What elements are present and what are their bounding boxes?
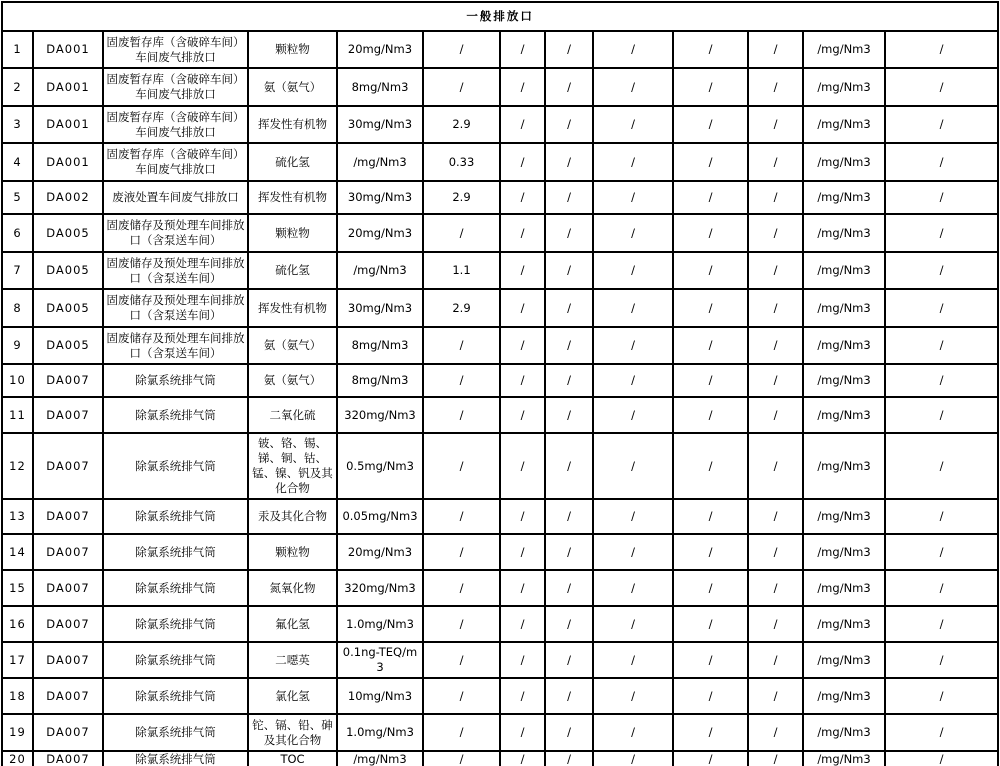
cell-outlet-name: 除氯系统排气筒 <box>103 751 248 766</box>
cell-row-number: 20 <box>2 751 33 766</box>
cell-unit-value: /mg/Nm3 <box>803 327 885 364</box>
cell-value-4: / <box>673 31 748 68</box>
cell-value-2: / <box>545 570 593 606</box>
cell-limit-value: 20mg/Nm3 <box>337 534 423 570</box>
cell-limit-value: 30mg/Nm3 <box>337 106 423 143</box>
cell-value-6: / <box>885 31 998 68</box>
cell-value-3: / <box>593 751 673 766</box>
cell-value-3: / <box>593 606 673 642</box>
cell-value-2: / <box>545 181 593 214</box>
cell-value-1: / <box>500 68 545 106</box>
cell-value-4: / <box>673 534 748 570</box>
cell-measured-value: / <box>423 642 500 678</box>
cell-value-4: / <box>673 327 748 364</box>
cell-measured-value: / <box>423 534 500 570</box>
emissions-table-body <box>2 31 998 766</box>
cell-value-6: / <box>885 642 998 678</box>
cell-unit-value: /mg/Nm3 <box>803 570 885 606</box>
cell-value-3: / <box>593 642 673 678</box>
cell-value-2: / <box>545 606 593 642</box>
cell-value-5: / <box>748 327 803 364</box>
cell-measured-value: 2.9 <box>423 289 500 327</box>
cell-outlet-name: 固废储存及预处理车间排放口（含泵送车间） <box>103 252 248 289</box>
cell-row-number: 19 <box>2 714 33 751</box>
cell-value-3: / <box>593 181 673 214</box>
cell-value-2: / <box>545 289 593 327</box>
cell-unit-value: /mg/Nm3 <box>803 499 885 534</box>
cell-value-3: / <box>593 534 673 570</box>
table-row <box>2 106 998 143</box>
table-row <box>2 327 998 364</box>
cell-value-5: / <box>748 106 803 143</box>
cell-outlet-code: DA007 <box>33 534 103 570</box>
cell-outlet-name: 固废暂存库（含破碎车间）车间废气排放口 <box>103 68 248 106</box>
cell-value-4: / <box>673 106 748 143</box>
table-row <box>2 364 998 397</box>
cell-outlet-name: 固废暂存库（含破碎车间）车间废气排放口 <box>103 106 248 143</box>
cell-value-4: / <box>673 433 748 499</box>
cell-value-6: / <box>885 181 998 214</box>
cell-row-number: 2 <box>2 68 33 106</box>
cell-value-4: / <box>673 499 748 534</box>
cell-pollutant-name: 氨（氨气） <box>248 364 337 397</box>
cell-value-3: / <box>593 714 673 751</box>
cell-value-5: / <box>748 570 803 606</box>
cell-value-2: / <box>545 214 593 252</box>
cell-limit-value: 8mg/Nm3 <box>337 327 423 364</box>
table-row <box>2 714 998 751</box>
cell-pollutant-name: 颗粒物 <box>248 214 337 252</box>
cell-outlet-name: 除氯系统排气筒 <box>103 678 248 714</box>
table-title: 一般排放口 <box>2 2 998 31</box>
cell-measured-value: / <box>423 214 500 252</box>
cell-value-2: / <box>545 364 593 397</box>
cell-row-number: 17 <box>2 642 33 678</box>
cell-value-6: / <box>885 252 998 289</box>
cell-outlet-code: DA005 <box>33 289 103 327</box>
cell-value-6: / <box>885 397 998 433</box>
cell-pollutant-name: 氨（氨气） <box>248 327 337 364</box>
cell-outlet-name: 除氯系统排气筒 <box>103 397 248 433</box>
cell-value-3: / <box>593 252 673 289</box>
cell-value-5: / <box>748 606 803 642</box>
cell-measured-value: / <box>423 714 500 751</box>
cell-limit-value: 0.05mg/Nm3 <box>337 499 423 534</box>
cell-outlet-code: DA001 <box>33 31 103 68</box>
cell-value-2: / <box>545 143 593 181</box>
cell-value-5: / <box>748 181 803 214</box>
cell-outlet-code: DA007 <box>33 499 103 534</box>
cell-outlet-code: DA007 <box>33 642 103 678</box>
cell-value-4: / <box>673 143 748 181</box>
cell-value-3: / <box>593 570 673 606</box>
cell-value-6: / <box>885 678 998 714</box>
cell-value-4: / <box>673 364 748 397</box>
cell-value-6: / <box>885 499 998 534</box>
cell-limit-value: /mg/Nm3 <box>337 751 423 766</box>
cell-limit-value: 8mg/Nm3 <box>337 364 423 397</box>
cell-unit-value: /mg/Nm3 <box>803 68 885 106</box>
cell-value-2: / <box>545 678 593 714</box>
cell-limit-value: 1.0mg/Nm3 <box>337 606 423 642</box>
cell-unit-value: /mg/Nm3 <box>803 252 885 289</box>
cell-outlet-name: 固废储存及预处理车间排放口（含泵送车间） <box>103 214 248 252</box>
cell-value-4: / <box>673 714 748 751</box>
cell-value-5: / <box>748 31 803 68</box>
cell-row-number: 9 <box>2 327 33 364</box>
cell-unit-value: /mg/Nm3 <box>803 31 885 68</box>
cell-value-1: / <box>500 499 545 534</box>
cell-value-5: / <box>748 678 803 714</box>
cell-value-2: / <box>545 714 593 751</box>
cell-row-number: 13 <box>2 499 33 534</box>
cell-value-6: / <box>885 327 998 364</box>
cell-outlet-code: DA001 <box>33 143 103 181</box>
cell-row-number: 16 <box>2 606 33 642</box>
cell-measured-value: / <box>423 606 500 642</box>
cell-value-3: / <box>593 364 673 397</box>
cell-value-2: / <box>545 68 593 106</box>
cell-outlet-name: 除氯系统排气筒 <box>103 642 248 678</box>
cell-pollutant-name: 挥发性有机物 <box>248 289 337 327</box>
cell-outlet-name: 固废储存及预处理车间排放口（含泵送车间） <box>103 289 248 327</box>
cell-value-5: / <box>748 433 803 499</box>
cell-value-1: / <box>500 751 545 766</box>
cell-value-4: / <box>673 570 748 606</box>
cell-outlet-name: 除氯系统排气筒 <box>103 570 248 606</box>
cell-value-2: / <box>545 397 593 433</box>
cell-value-4: / <box>673 642 748 678</box>
cell-value-2: / <box>545 433 593 499</box>
cell-measured-value: / <box>423 678 500 714</box>
cell-row-number: 1 <box>2 31 33 68</box>
cell-value-2: / <box>545 31 593 68</box>
table-row <box>2 397 998 433</box>
cell-value-5: / <box>748 534 803 570</box>
cell-value-5: / <box>748 364 803 397</box>
cell-limit-value: 8mg/Nm3 <box>337 68 423 106</box>
cell-value-4: / <box>673 289 748 327</box>
cell-pollutant-name: 二氧化硫 <box>248 397 337 433</box>
cell-value-1: / <box>500 214 545 252</box>
cell-value-2: / <box>545 327 593 364</box>
cell-outlet-code: DA007 <box>33 678 103 714</box>
cell-pollutant-name: 氨（氨气） <box>248 68 337 106</box>
cell-pollutant-name: 氮氧化物 <box>248 570 337 606</box>
cell-value-1: / <box>500 289 545 327</box>
cell-outlet-code: DA005 <box>33 252 103 289</box>
cell-unit-value: /mg/Nm3 <box>803 397 885 433</box>
cell-outlet-code: DA005 <box>33 214 103 252</box>
table-row <box>2 751 998 766</box>
cell-value-6: / <box>885 289 998 327</box>
cell-outlet-name: 废液处置车间废气排放口 <box>103 181 248 214</box>
cell-value-2: / <box>545 106 593 143</box>
cell-value-5: / <box>748 214 803 252</box>
cell-limit-value: 30mg/Nm3 <box>337 181 423 214</box>
table-row <box>2 289 998 327</box>
cell-value-5: / <box>748 68 803 106</box>
cell-value-1: / <box>500 31 545 68</box>
table-row <box>2 68 998 106</box>
table-row <box>2 433 998 499</box>
cell-value-6: / <box>885 751 998 766</box>
cell-unit-value: /mg/Nm3 <box>803 289 885 327</box>
cell-unit-value: /mg/Nm3 <box>803 433 885 499</box>
cell-outlet-code: DA007 <box>33 751 103 766</box>
cell-pollutant-name: 氟化氢 <box>248 606 337 642</box>
cell-value-3: / <box>593 106 673 143</box>
cell-row-number: 4 <box>2 143 33 181</box>
cell-row-number: 7 <box>2 252 33 289</box>
cell-value-1: / <box>500 642 545 678</box>
cell-pollutant-name: 颗粒物 <box>248 534 337 570</box>
cell-outlet-code: DA001 <box>33 106 103 143</box>
cell-value-2: / <box>545 499 593 534</box>
cell-limit-value: /mg/Nm3 <box>337 252 423 289</box>
cell-limit-value: 1.0mg/Nm3 <box>337 714 423 751</box>
cell-pollutant-name: 颗粒物 <box>248 31 337 68</box>
cell-outlet-name: 除氯系统排气筒 <box>103 606 248 642</box>
cell-outlet-code: DA001 <box>33 68 103 106</box>
cell-outlet-name: 除氯系统排气筒 <box>103 433 248 499</box>
cell-value-3: / <box>593 143 673 181</box>
cell-value-3: / <box>593 68 673 106</box>
cell-limit-value: /mg/Nm3 <box>337 143 423 181</box>
cell-value-6: / <box>885 214 998 252</box>
cell-unit-value: /mg/Nm3 <box>803 143 885 181</box>
table-row <box>2 678 998 714</box>
cell-unit-value: /mg/Nm3 <box>803 181 885 214</box>
cell-row-number: 14 <box>2 534 33 570</box>
cell-outlet-code: DA007 <box>33 433 103 499</box>
cell-outlet-name: 除氯系统排气筒 <box>103 714 248 751</box>
cell-outlet-code: DA005 <box>33 327 103 364</box>
cell-value-1: / <box>500 433 545 499</box>
cell-measured-value: / <box>423 499 500 534</box>
cell-outlet-name: 除氯系统排气筒 <box>103 499 248 534</box>
cell-pollutant-name: 二噁英 <box>248 642 337 678</box>
cell-row-number: 18 <box>2 678 33 714</box>
cell-measured-value: / <box>423 433 500 499</box>
cell-pollutant-name: 挥发性有机物 <box>248 181 337 214</box>
table-row <box>2 181 998 214</box>
cell-value-4: / <box>673 606 748 642</box>
cell-outlet-name: 固废储存及预处理车间排放口（含泵送车间） <box>103 327 248 364</box>
cell-row-number: 3 <box>2 106 33 143</box>
cell-unit-value: /mg/Nm3 <box>803 606 885 642</box>
cell-value-1: / <box>500 570 545 606</box>
table-title-row <box>2 2 998 31</box>
cell-value-5: / <box>748 397 803 433</box>
cell-measured-value: 2.9 <box>423 181 500 214</box>
cell-value-1: / <box>500 534 545 570</box>
cell-value-5: / <box>748 751 803 766</box>
cell-value-6: / <box>885 364 998 397</box>
cell-pollutant-name: 硫化氢 <box>248 252 337 289</box>
cell-value-6: / <box>885 68 998 106</box>
cell-value-1: / <box>500 714 545 751</box>
cell-pollutant-name: 氯化氢 <box>248 678 337 714</box>
cell-value-1: / <box>500 364 545 397</box>
cell-value-1: / <box>500 143 545 181</box>
cell-unit-value: /mg/Nm3 <box>803 678 885 714</box>
cell-pollutant-name: 硫化氢 <box>248 143 337 181</box>
cell-value-5: / <box>748 499 803 534</box>
cell-measured-value: / <box>423 751 500 766</box>
cell-limit-value: 320mg/Nm3 <box>337 397 423 433</box>
cell-outlet-code: DA007 <box>33 397 103 433</box>
cell-value-3: / <box>593 214 673 252</box>
cell-measured-value: / <box>423 397 500 433</box>
cell-unit-value: /mg/Nm3 <box>803 751 885 766</box>
cell-pollutant-name: 铍、铬、锡、锑、铜、钴、锰、镍、钒及其化合物 <box>248 433 337 499</box>
cell-value-4: / <box>673 252 748 289</box>
cell-value-6: / <box>885 433 998 499</box>
cell-pollutant-name: 汞及其化合物 <box>248 499 337 534</box>
table-row <box>2 31 998 68</box>
cell-value-4: / <box>673 214 748 252</box>
cell-limit-value: 0.5mg/Nm3 <box>337 433 423 499</box>
cell-limit-value: 20mg/Nm3 <box>337 214 423 252</box>
cell-unit-value: /mg/Nm3 <box>803 534 885 570</box>
cell-outlet-name: 除氯系统排气筒 <box>103 534 248 570</box>
cell-value-4: / <box>673 68 748 106</box>
cell-outlet-code: DA007 <box>33 364 103 397</box>
table-row <box>2 606 998 642</box>
cell-value-3: / <box>593 289 673 327</box>
cell-value-2: / <box>545 252 593 289</box>
cell-value-6: / <box>885 570 998 606</box>
cell-measured-value: / <box>423 68 500 106</box>
table-row <box>2 642 998 678</box>
cell-value-1: / <box>500 327 545 364</box>
cell-limit-value: 0.1ng-TEQ/m3 <box>337 642 423 678</box>
cell-unit-value: /mg/Nm3 <box>803 214 885 252</box>
cell-limit-value: 320mg/Nm3 <box>337 570 423 606</box>
cell-value-5: / <box>748 289 803 327</box>
cell-value-3: / <box>593 499 673 534</box>
cell-value-2: / <box>545 751 593 766</box>
cell-measured-value: 0.33 <box>423 143 500 181</box>
cell-value-1: / <box>500 397 545 433</box>
cell-limit-value: 10mg/Nm3 <box>337 678 423 714</box>
cell-value-1: / <box>500 678 545 714</box>
cell-unit-value: /mg/Nm3 <box>803 642 885 678</box>
cell-pollutant-name: 挥发性有机物 <box>248 106 337 143</box>
cell-value-3: / <box>593 31 673 68</box>
cell-measured-value: / <box>423 31 500 68</box>
cell-row-number: 6 <box>2 214 33 252</box>
cell-row-number: 10 <box>2 364 33 397</box>
emissions-table <box>1 1 999 766</box>
cell-value-6: / <box>885 606 998 642</box>
cell-row-number: 15 <box>2 570 33 606</box>
cell-value-4: / <box>673 181 748 214</box>
cell-value-5: / <box>748 642 803 678</box>
cell-pollutant-name: TOC <box>248 751 337 766</box>
cell-measured-value: / <box>423 327 500 364</box>
cell-value-6: / <box>885 143 998 181</box>
cell-pollutant-name: 铊、镉、铅、砷及其化合物 <box>248 714 337 751</box>
cell-value-3: / <box>593 327 673 364</box>
cell-value-1: / <box>500 606 545 642</box>
table-row <box>2 252 998 289</box>
cell-outlet-code: DA002 <box>33 181 103 214</box>
cell-measured-value: 1.1 <box>423 252 500 289</box>
cell-outlet-code: DA007 <box>33 570 103 606</box>
cell-value-2: / <box>545 534 593 570</box>
cell-row-number: 12 <box>2 433 33 499</box>
cell-limit-value: 20mg/Nm3 <box>337 31 423 68</box>
cell-value-2: / <box>545 642 593 678</box>
cell-row-number: 11 <box>2 397 33 433</box>
cell-measured-value: 2.9 <box>423 106 500 143</box>
cell-value-1: / <box>500 252 545 289</box>
cell-limit-value: 30mg/Nm3 <box>337 289 423 327</box>
cell-outlet-name: 除氯系统排气筒 <box>103 364 248 397</box>
table-row <box>2 143 998 181</box>
cell-row-number: 8 <box>2 289 33 327</box>
cell-value-3: / <box>593 678 673 714</box>
cell-value-4: / <box>673 751 748 766</box>
cell-value-3: / <box>593 397 673 433</box>
cell-measured-value: / <box>423 364 500 397</box>
table-row <box>2 534 998 570</box>
cell-value-6: / <box>885 534 998 570</box>
table-row <box>2 499 998 534</box>
cell-value-1: / <box>500 106 545 143</box>
cell-value-6: / <box>885 106 998 143</box>
table-row <box>2 570 998 606</box>
cell-outlet-name: 固废暂存库（含破碎车间）车间废气排放口 <box>103 31 248 68</box>
cell-value-1: / <box>500 181 545 214</box>
cell-value-3: / <box>593 433 673 499</box>
cell-value-5: / <box>748 714 803 751</box>
cell-row-number: 5 <box>2 181 33 214</box>
cell-unit-value: /mg/Nm3 <box>803 364 885 397</box>
cell-outlet-code: DA007 <box>33 714 103 751</box>
cell-measured-value: / <box>423 570 500 606</box>
cell-value-6: / <box>885 714 998 751</box>
cell-unit-value: /mg/Nm3 <box>803 714 885 751</box>
cell-value-4: / <box>673 397 748 433</box>
cell-outlet-code: DA007 <box>33 606 103 642</box>
table-row <box>2 214 998 252</box>
cell-unit-value: /mg/Nm3 <box>803 106 885 143</box>
cell-value-5: / <box>748 143 803 181</box>
cell-value-4: / <box>673 678 748 714</box>
cell-outlet-name: 固废暂存库（含破碎车间）车间废气排放口 <box>103 143 248 181</box>
cell-value-5: / <box>748 252 803 289</box>
